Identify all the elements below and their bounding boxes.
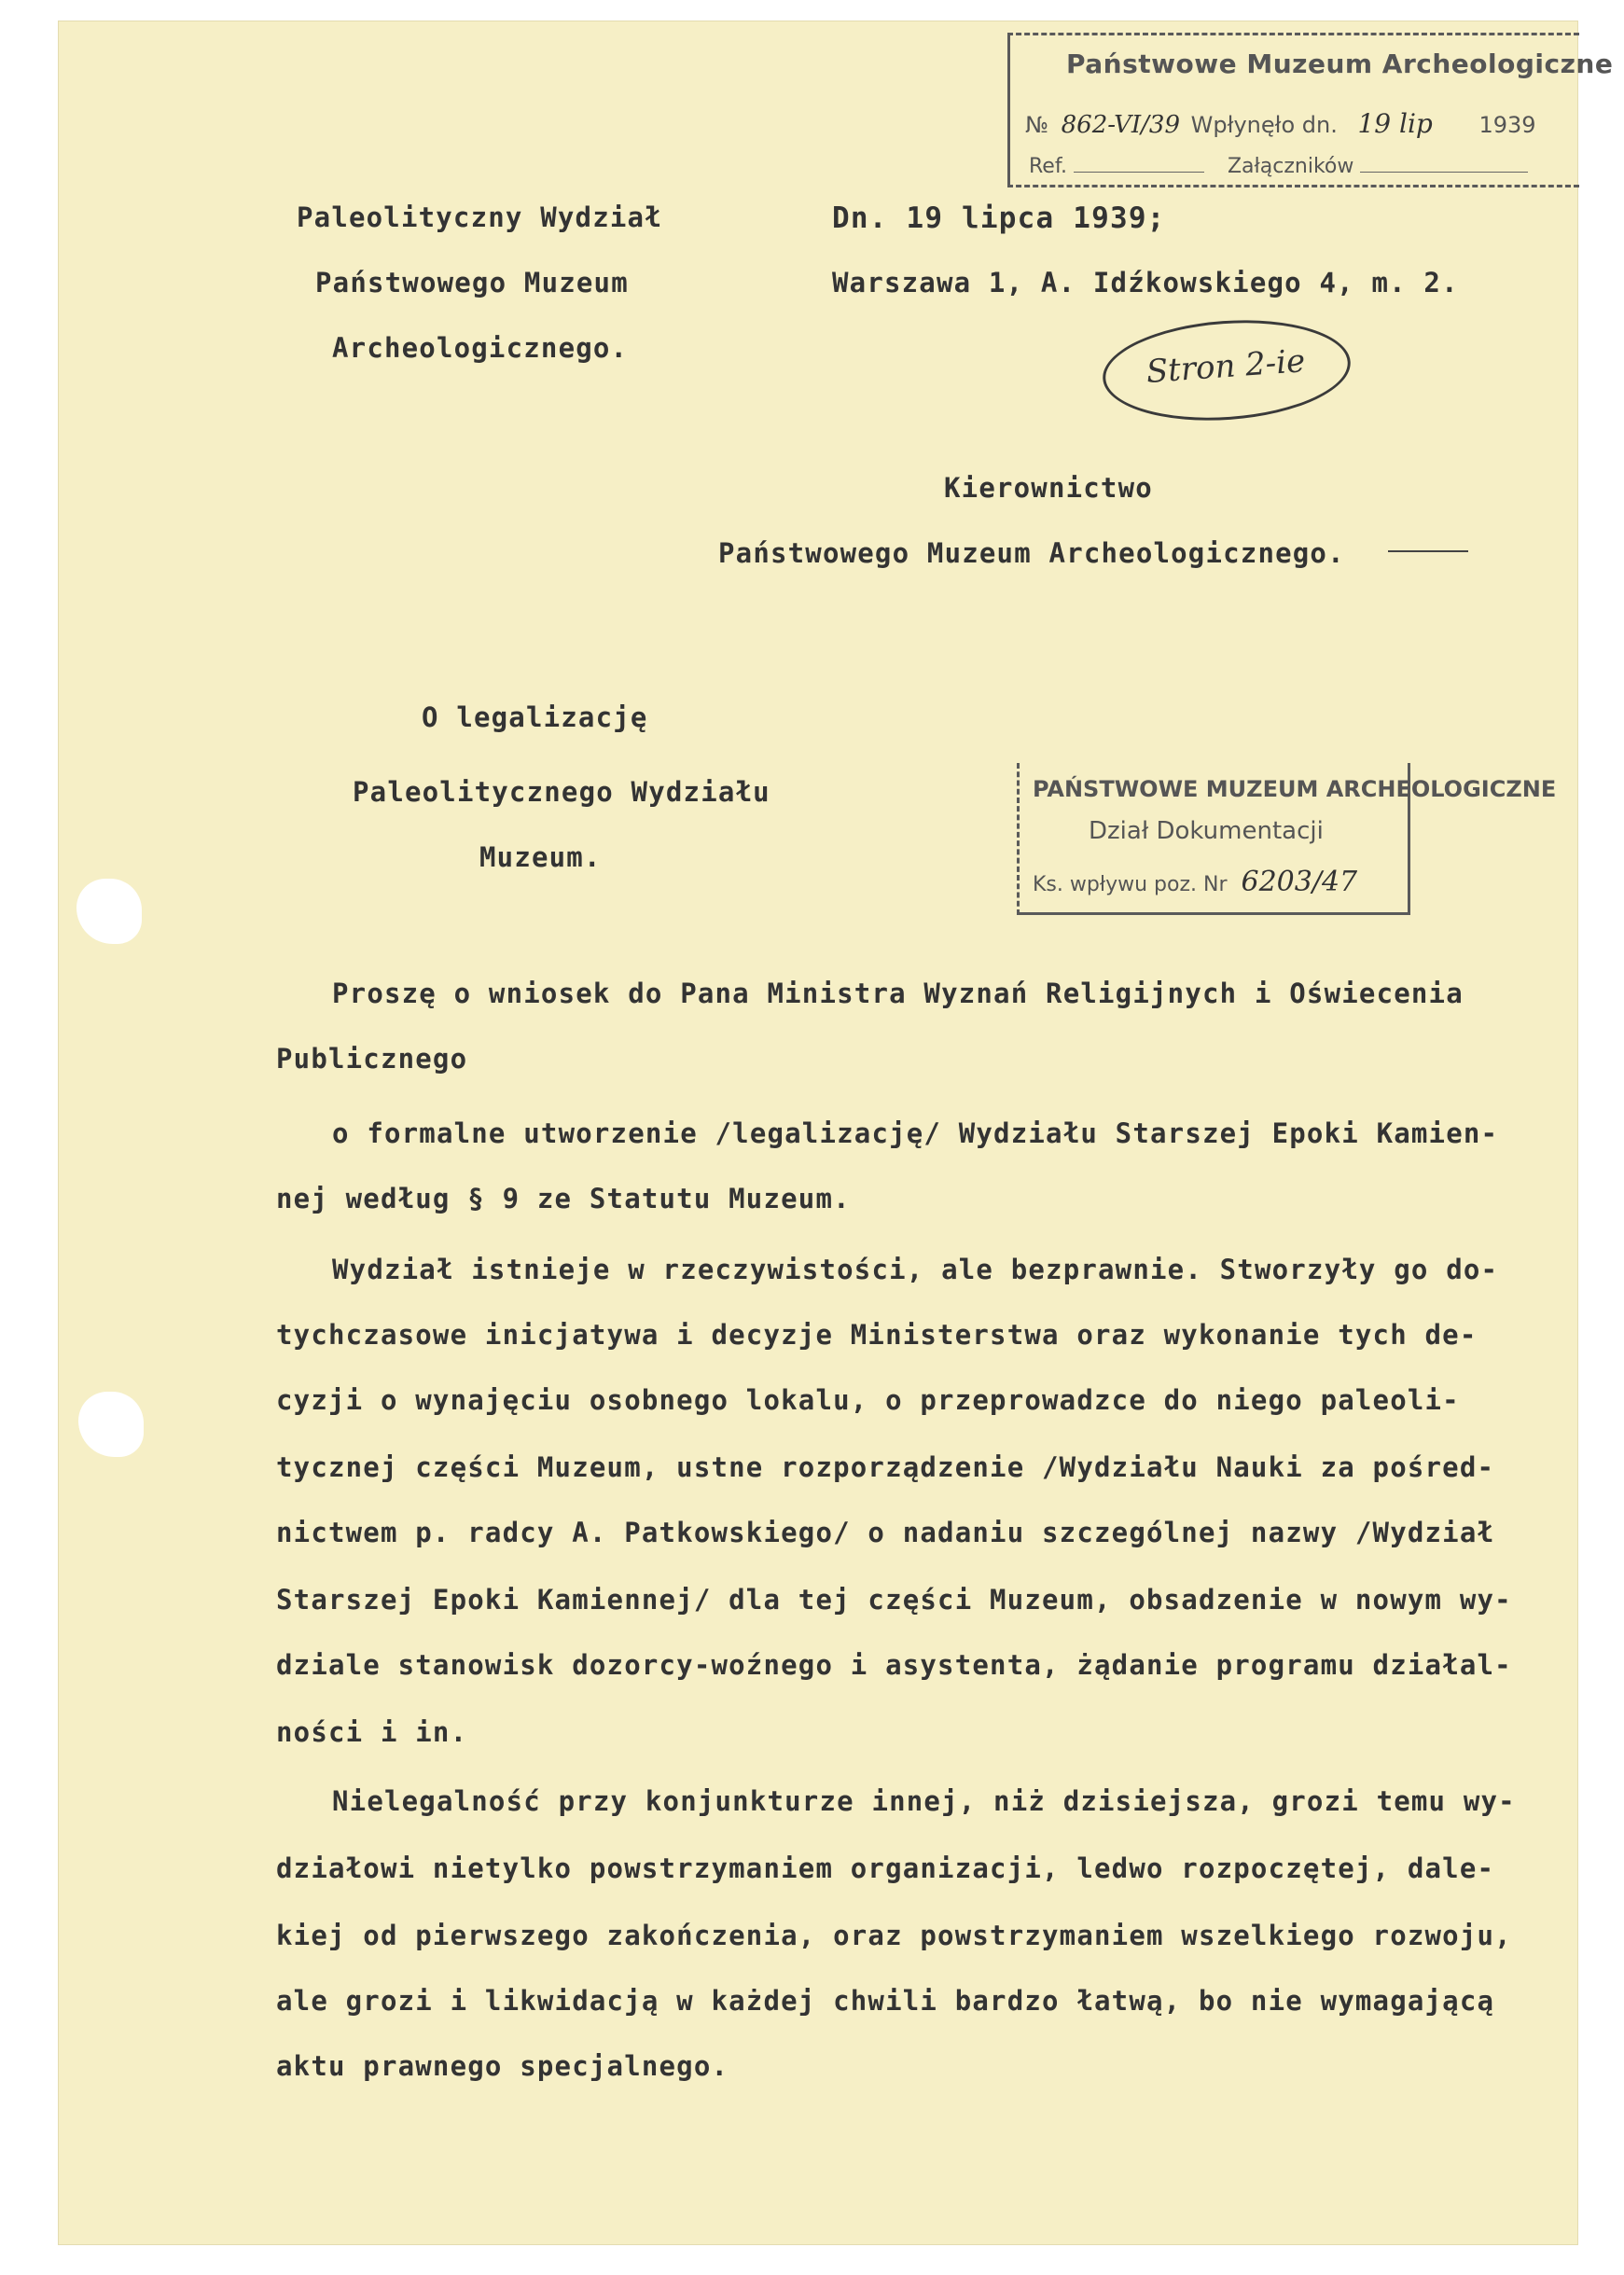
body-line-1: Proszę o wniosek do Pana Ministra Wyznań Religijnych i Oświecenia — [332, 978, 1464, 1009]
subject-line-3: Muzeum. — [479, 841, 602, 873]
sender-line-1: Paleolityczny Wydział — [297, 201, 662, 233]
body-line-12: ności i in. — [276, 1716, 468, 1748]
handwritten-note-text: Stron 2-ie — [1145, 342, 1307, 391]
stamp-top-ref-label: Ref. — [1029, 155, 1067, 178]
body-line-11: dziale stanowisk dozorcy-woźnego i asystenta, żądanie programu działal- — [276, 1649, 1512, 1681]
body-line-5: Wydział istnieje w rzeczywistości, ale bezprawnie. Stworzyły go do- — [332, 1254, 1499, 1285]
stamp-mid-entry-value: 6203/47 — [1241, 866, 1358, 898]
recipient-line-2: Państwowego Muzeum Archeologicznego. — [718, 537, 1345, 569]
recipient-line-1: Kierownictwo — [944, 472, 1153, 504]
date-line: Dn. 19 lipca 1939; — [832, 201, 1166, 235]
stamp-top-title: Państwowe Muzeum Archeologiczne — [1066, 49, 1614, 79]
body-line-16: ale grozi i likwidacją w każdej chwili bardzo łatwą, bo nie wymagającą — [276, 1985, 1495, 2017]
body-line-4: nej według § 9 ze Statutu Muzeum. — [276, 1183, 851, 1214]
stamp-top-attachments-label: Załączników — [1227, 155, 1354, 178]
body-line-2: Publicznego — [276, 1043, 468, 1075]
address-line: Warszawa 1, A. Idźkowskiego 4, m. 2. — [832, 267, 1459, 298]
stamp-top-received-label: Wpłynęło dn. — [1190, 112, 1338, 138]
sender-line-3: Archeologicznego. — [332, 332, 629, 364]
stamp-top-year: 1939 — [1478, 112, 1536, 138]
stamp-top-received-value: 19 lip — [1357, 108, 1433, 139]
registry-stamp-top — [1007, 33, 1614, 187]
body-line-7: cyzji o wynajęciu osobnego lokalu, o przeprowadzce do niego paleoli- — [276, 1384, 1460, 1416]
body-line-9: nictwem p. radcy A. Patkowskiego/ o nadaniu szczególnej nazwy /Wydział — [276, 1517, 1495, 1548]
stamp-mid-title: PAŃSTWOWE MUZEUM ARCHEOLOGICZNE — [1033, 776, 1557, 802]
body-line-6: tychczasowe inicjatywa i decyzje Ministerstwa oraz wykonanie tych de- — [276, 1319, 1478, 1351]
body-line-15: kiej od pierwszego zakończenia, oraz powstrzymaniem wszelkiego rozwoju, — [276, 1920, 1512, 1951]
punch-hole-bottom — [78, 1392, 144, 1457]
documentation-stamp — [1017, 763, 1557, 915]
body-line-3: o formalne utworzenie /legalizację/ Wydziału Starszej Epoki Kamien- — [332, 1117, 1499, 1149]
subject-line-1: O legalizację — [422, 701, 648, 733]
subject-line-2: Paleolitycznego Wydziału — [353, 776, 770, 808]
recipient-underline — [1388, 550, 1468, 552]
stamp-top-no-label: № — [1025, 112, 1048, 138]
body-line-17: aktu prawnego specjalnego. — [276, 2050, 729, 2082]
body-line-14: działowi nietylko powstrzymaniem organizacji, ledwo rozpoczętej, dale- — [276, 1852, 1495, 1884]
body-line-8: tycznej części Muzeum, ustne rozporządzenie /Wydziału Nauki za pośred- — [276, 1451, 1495, 1483]
stamp-top-no-value: 862-VI/39 — [1061, 111, 1181, 139]
stamp-mid-entry-label: Ks. wpływu poz. Nr — [1033, 873, 1228, 896]
body-line-13: Nielegalność przy konjunkturze innej, niż dzisiejsza, grozi temu wy- — [332, 1785, 1516, 1817]
body-line-10: Starszej Epoki Kamiennej/ dla tej części Muzeum, obsadzenie w nowym wy- — [276, 1584, 1512, 1616]
sender-line-2: Państwowego Muzeum — [315, 267, 629, 298]
stamp-mid-dept: Dział Dokumentacji — [1089, 817, 1324, 845]
punch-hole-top — [76, 879, 142, 944]
